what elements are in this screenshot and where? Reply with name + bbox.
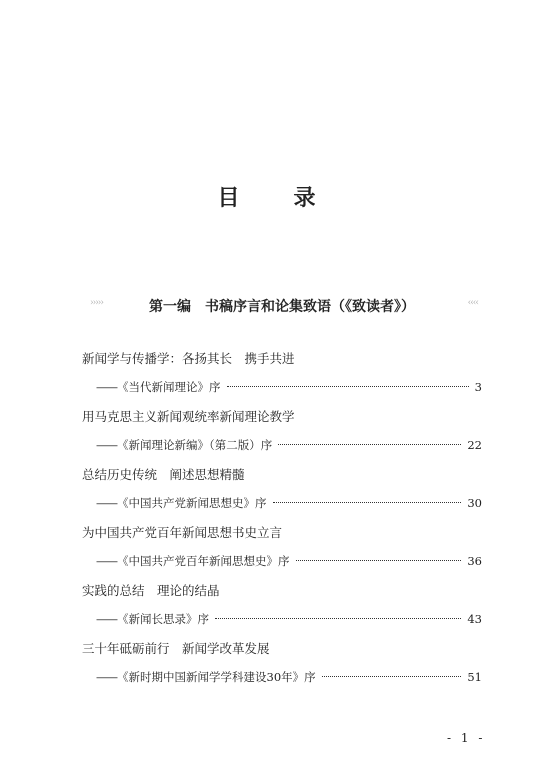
toc-page-number: 22 [467, 438, 482, 452]
toc-entry-line [96, 379, 482, 395]
toc-entry-title: 实践的总结 理论的结晶 [82, 583, 220, 598]
toc-entry-subtitle: 《新时期中国新闻学学科建设30年》序 [117, 670, 316, 684]
toc-page-number: 51 [467, 670, 482, 684]
toc-entry[interactable] [82, 581, 482, 639]
toc-entry[interactable] [82, 639, 482, 697]
toc-entry-title: 三十年砥砺前行 新闻学改革发展 [82, 641, 270, 656]
footer-page-number: - 1 - [447, 731, 486, 745]
toc-entry-line [96, 669, 482, 685]
toc-entry-line [96, 553, 482, 569]
toc-entry-subtitle: 《新闻理论新编》（第二版）序 [117, 438, 273, 452]
toc-list [82, 349, 482, 697]
dot-leader [215, 618, 461, 619]
dot-leader [227, 386, 469, 387]
em-dash: —— [96, 612, 117, 626]
toc-entry-line [96, 495, 482, 511]
toc-entry-subtitle: 《新闻长思录》序 [117, 612, 209, 626]
decorative-chevrons-right: ‹‹‹‹ [467, 298, 478, 308]
toc-page-number: 43 [467, 612, 482, 626]
em-dash: —— [96, 496, 117, 510]
dot-leader [296, 560, 462, 561]
toc-entry-title: 用马克思主义新闻观统率新闻理论教学 [82, 409, 295, 424]
em-dash: —— [96, 438, 117, 452]
page-title: 目 录 [217, 185, 332, 211]
em-dash: —— [96, 380, 117, 394]
toc-entry-subtitle: 《中国共产党百年新闻思想史》序 [117, 554, 290, 568]
section-title: 第一编 书稿序言和论集致语（《致读者》） [149, 299, 415, 315]
toc-entry-line [96, 611, 482, 627]
toc-entry-subtitle: 《当代新闻理论》序 [117, 380, 221, 394]
em-dash: —— [96, 554, 117, 568]
toc-entry-line [96, 437, 482, 453]
dot-leader [278, 444, 461, 445]
toc-page-number: 36 [467, 554, 482, 568]
toc-entry[interactable] [82, 349, 482, 407]
toc-entry-subtitle: 《中国共产党新闻思想史》序 [117, 496, 267, 510]
dot-leader [322, 676, 462, 677]
toc-entry[interactable] [82, 523, 482, 581]
toc-page-number: 3 [474, 380, 482, 394]
section-header [82, 296, 482, 316]
toc-entry-title: 新闻学与传播学：各扬其长 携手共进 [82, 351, 295, 366]
toc-page-number: 30 [467, 496, 482, 510]
toc-entry[interactable] [82, 407, 482, 465]
toc-entry[interactable] [82, 465, 482, 523]
em-dash: —— [96, 670, 117, 684]
toc-entry-title: 为中国共产党百年新闻思想书史立言 [82, 525, 283, 540]
decorative-chevrons-left: ››››› [90, 298, 103, 308]
dot-leader [273, 502, 462, 503]
toc-entry-title: 总结历史传统 阐述思想精髓 [82, 467, 245, 482]
